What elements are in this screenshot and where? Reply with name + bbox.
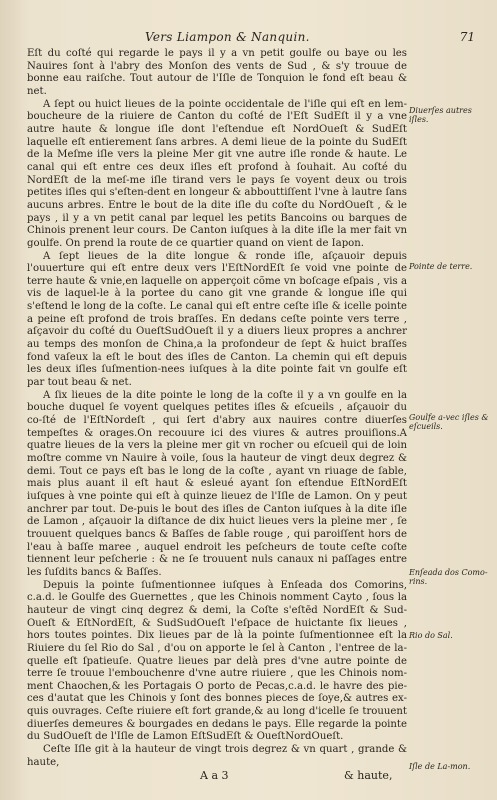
paragraph: Depuis la pointe ſuſmentionnee iuſques à Enſeada dos Comorins, c.a.d. le Goulfe des Guernettes , que les Chinois nomment Cayto , ſous la hauteur de vingt cinq degrez & demi, la Coſte s'eſtēd NordEſt & Sud-Oueſt & EſtNordEſt, & SudSudOueſt l'eſpace de huictante ſix lieues , hors toutes pointes. Dix lieues par de là la pointe ſuſmentionnee eſt la Riuiere du ſel Rio do Sal , d'ou on apporte le ſel à Canton , l'entree de la-quelle eſt ſpatieuſe. Quatre lieues par delà pres d'vne autre pointe de terre ſe trouue l'embouchenre d'vne autre riuiere , que les Chinois nom-ment Chaochen,& les Portagais O porto de Pecas,c.a.d. le havre des pie-ces d'autat que les Chinois y ſont des bonnes pieces de ſoye,& autres ex-quis ouvrages. Ceſte riuiere eſt fort grande,& au long d'icelle ſe trouuent diuerſes demeures & bourgades en dedans le pays. Elle regarde la pointe du SudOueſt de l'Iſle de Lamon EſtSudEſt & OueſtNordOueſt. [27, 579, 407, 743]
margin-note: Enſeada dos Como-rins. [409, 568, 488, 586]
margin-note: Rio do Sal. [409, 631, 453, 640]
catchword: & haute, [344, 769, 393, 782]
body-text [27, 48, 407, 769]
page-number: 71 [459, 30, 475, 44]
paragraph: Ceſte Iſle git à la hauteur de vingt trois degrez & vn quart , grande & haute, [27, 744, 407, 768]
paragraph: A ſept lieues de la dite longue & ronde iſle, aſçauoir depuis l'ouuerture qui eſt entre deux vers l'EſtNordEſt ſe void vne pointe de terre haute & vnie,en laquelle on apperçoit cõme vn boſcage eſpais , vis a vis de laquel-le à la portee du cano git vne grande & longue iſle qui s'eſtend le long de la coſte. Le canal qui eſt entre ceſte iſle & icelle pointe a peine eſt profond de trois braſſes. En dedans ceſte pointe vers terre , aſçavoir du coſté du OueſtSudOueſt il y a diuers lieux propres a anchrer au temps des monſon de China,a la profondeur de ſept & huict braſſes fond vaſeux la eſt le bout des iſles de Canton. La chemin qui eſt depuis les deux iſles ſuſmention-nees iuſques à la dite pointe fait vn goulfe eſt par tout beau & net. [27, 250, 407, 389]
paragraph: Eſt du coſté qui regarde le pays il y a vn petit goulfe ou baye ou les Nauires ſont à l'abry des Monſon des vents de Sud , & s'y trouue de bonne eau raiſche. Tout autour de l'Iſle de Tonquion le fond eſt beau & net. [27, 48, 407, 97]
page-footer [0, 768, 497, 792]
running-title: Vers Liampon & Nanquin. [145, 30, 310, 44]
paragraph: A ſix lieues de la dite pointe le long de la coſte il y a vn goulfe en la bouche duquel ſe voyent quelques petites iſles & eſcueils , aſçauoir du co-ſté de l'EſtNordeſt , qui ſert d'abry aux nauires contre diuerſes tempeſtes & orages.On recouure ici des viures & autres prouiſions.A quatre lieues de la vers la pleine mer git vn rocher ou eſcueil qui de loin moſtre comme vn Nauire à voile, ſous la hauteur de vingt deux degrez & demi. Tout ce pays eſt bas le long de la coſte , ayant vn riuage de ſable, mais plus auant il eſt haut & esleué ayant ſon eſtendue EſtNordEſt iuſques à vne pointe qui eſt à quinze lieuez de l'Iſle de Lamon. On y peut anchrer par tout. De-puis le bout des iſles de Canton iuſques à la dite iſle de Lamon , aſçauoir la diſtance de dix huict lieues vers la pleine mer , ſe trouuent quelques bancs & Baſſes de ſable rouge , qui paroiſſent hors de l'eau à baſſe maree , auquel endroit les peſcheurs de toute ceſte coſte tiennent leur peſcherie : & ne ſe trouuent nuls canaux ni paſſages entre les ſuſdits bancs & Baſſes. [27, 389, 407, 578]
margin-note: Pointe de terre. [409, 262, 473, 271]
page-header [0, 26, 497, 46]
paragraph: A ſept ou huict lieues de la pointe occidentale de l'iſle qui eſt en lem-boucheure de la riuiere de Canton du coſté de l'Eſt SudEſt il y a vne autre haute & longue iſle dont l'eſtendue eſt NordOueſt & SudEſt laquelle eſt entierement ſans arbres. A demi lieue de la pointe du SudEſt de la Meſme iſle vers la pleine Mer git vne autre iſle ronde & haute. Le canal qui eſt entre ces deux iſles eſt profond à ſouhait. Au coſté du NordEſt de la meſ-me iſle tirand vers le pays ſe voyent deux ou trois petites iſles qui s'eſten-dent en longeur & abbouttiſſent l'vne à lautre ſans aucuns arbres. Entre le bout de la dite iſle du coſte du NordOueſt , & le pays , il y a vn petit canal par lequel les petits Bancoins ou barques de Chinois prenent leur cours. De Canton iuſques à la dite iſle la mer fait vn goulfe. On prend la route de ce quartier quand on vient de Iapon. [27, 98, 407, 249]
margin-note: Goulfe a-vec iſles & eſcueils. [409, 413, 489, 431]
margin-note: Diuerſes autres iſles. [409, 106, 472, 124]
signature-mark: A a 3 [200, 769, 229, 782]
margin-note: Iſle de La-mon. [409, 762, 471, 771]
